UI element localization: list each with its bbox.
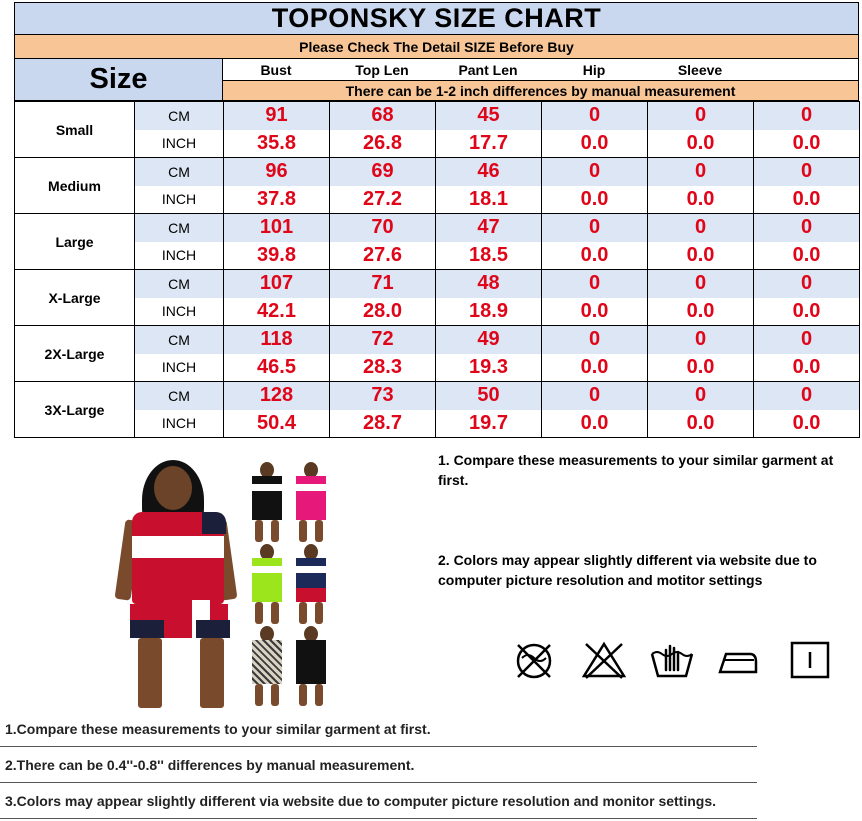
- measurement-cell: 35.8: [224, 130, 330, 158]
- measurement-cell: 0: [648, 382, 754, 410]
- measurement-cell: 0.0: [542, 298, 648, 326]
- note-compare: 1. Compare these measurements to your similar garment at first.: [438, 452, 834, 488]
- measurement-cell: 39.8: [224, 242, 330, 270]
- measurement-cell: 0: [754, 102, 860, 130]
- size-row-cm: [15, 270, 860, 298]
- unit-label: INCH: [135, 410, 224, 438]
- size-header: Size: [14, 59, 223, 101]
- size-row-inch: [15, 354, 860, 382]
- measurement-cell: 0: [754, 214, 860, 242]
- product-photos: [112, 460, 348, 710]
- measurement-cell: 26.8: [330, 130, 436, 158]
- size-name: 3X-Large: [15, 382, 135, 438]
- column-header-hip: Hip: [582, 62, 606, 78]
- measurement-cell: 107: [224, 270, 330, 298]
- measurement-cell: 71: [330, 270, 436, 298]
- chart-title: TOPONSKY SIZE CHART: [14, 2, 859, 35]
- size-table: [14, 101, 860, 438]
- divider: [0, 818, 757, 819]
- column-header-top-len: Top Len: [355, 62, 409, 78]
- measurement-cell: 0: [648, 270, 754, 298]
- measurement-cell: 0.0: [648, 130, 754, 158]
- measurement-cell: 0.0: [754, 298, 860, 326]
- size-row-cm: [15, 102, 860, 130]
- measurement-cell: 46: [436, 158, 542, 186]
- size-row-inch: [15, 410, 860, 438]
- measurement-cell: 17.7: [436, 130, 542, 158]
- variant-pink-image: [290, 462, 332, 542]
- unit-label: CM: [135, 102, 224, 130]
- size-row-inch: [15, 186, 860, 214]
- measurement-cell: 0: [648, 102, 754, 130]
- measurement-cell: 28.3: [330, 354, 436, 382]
- measurement-cell: 0: [754, 158, 860, 186]
- measurement-cell: 28.7: [330, 410, 436, 438]
- variant-black-white-image: [246, 462, 288, 542]
- check-notice: Please Check The Detail SIZE Before Buy: [14, 35, 859, 59]
- divider: [0, 782, 757, 783]
- measurement-cell: 0.0: [542, 242, 648, 270]
- measurement-cell: 18.5: [436, 242, 542, 270]
- measurement-cell: 49: [436, 326, 542, 354]
- measurement-cell: 19.3: [436, 354, 542, 382]
- size-row-cm: [15, 382, 860, 410]
- measurement-cell: 0.0: [542, 354, 648, 382]
- size-row-cm: [15, 326, 860, 354]
- measurement-cell: 42.1: [224, 298, 330, 326]
- measurement-cell: 27.6: [330, 242, 436, 270]
- do-not-wash-icon: [510, 640, 558, 680]
- measurement-cell: 70: [330, 214, 436, 242]
- size-row-inch: [15, 130, 860, 158]
- unit-label: INCH: [135, 354, 224, 382]
- measurement-cell: 19.7: [436, 410, 542, 438]
- size-name: 2X-Large: [15, 326, 135, 382]
- measurement-cell: 101: [224, 214, 330, 242]
- variant-navy-red-image: [290, 544, 332, 624]
- unit-label: INCH: [135, 186, 224, 214]
- variant-black-image: [290, 626, 332, 706]
- measurement-cell: 0.0: [648, 354, 754, 382]
- size-name: Small: [15, 102, 135, 158]
- unit-label: INCH: [135, 242, 224, 270]
- variant-green-image: [246, 544, 288, 624]
- unit-label: INCH: [135, 130, 224, 158]
- size-name: Large: [15, 214, 135, 270]
- measurement-cell: 0.0: [754, 130, 860, 158]
- measurement-cell: 73: [330, 382, 436, 410]
- measurement-cell: 0: [542, 326, 648, 354]
- measurement-cell: 0.0: [542, 130, 648, 158]
- measurement-cell: 27.2: [330, 186, 436, 214]
- iron-low-icon: [714, 640, 762, 680]
- variant-leopard-image: [246, 626, 288, 706]
- measurement-cell: 0.0: [648, 410, 754, 438]
- measurement-cell: 96: [224, 158, 330, 186]
- measurement-cell: 18.1: [436, 186, 542, 214]
- main-model-image: [112, 460, 242, 710]
- measurement-cell: 0: [648, 214, 754, 242]
- hand-wash-icon: [648, 640, 696, 680]
- measurement-cell: 0: [542, 382, 648, 410]
- measurement-cell: 0: [542, 270, 648, 298]
- measurement-cell: 69: [330, 158, 436, 186]
- size-row-inch: [15, 298, 860, 326]
- unit-label: CM: [135, 382, 224, 410]
- column-header-pant-len: Pant Len: [458, 62, 518, 78]
- unit-label: CM: [135, 158, 224, 186]
- measurement-cell: 0.0: [754, 410, 860, 438]
- measurement-cell: 0.0: [648, 242, 754, 270]
- bottom-note-colors: 3.Colors may appear slightly different via website due to computer picture resolution and monitor settings.: [5, 793, 717, 809]
- unit-label: CM: [135, 214, 224, 242]
- size-name: X-Large: [15, 270, 135, 326]
- tumble-dry-icon: [786, 640, 834, 680]
- measurement-cell: 0: [754, 326, 860, 354]
- column-header-sleeve: Sleeve: [677, 62, 723, 78]
- measurement-cell: 118: [224, 326, 330, 354]
- size-chart: [14, 2, 859, 449]
- measurement-cell: 0.0: [542, 186, 648, 214]
- unit-label: CM: [135, 326, 224, 354]
- measurement-cell: 46.5: [224, 354, 330, 382]
- measurement-cell: 0: [542, 214, 648, 242]
- bottom-note-compare: 1.Compare these measurements to your similar garment at first.: [5, 721, 431, 737]
- size-row-cm: [15, 158, 860, 186]
- measurement-cell: 48: [436, 270, 542, 298]
- measurement-cell: 0.0: [542, 410, 648, 438]
- size-row-inch: [15, 242, 860, 270]
- column-headers: [223, 59, 859, 80]
- bottom-note-difference: 2.There can be 0.4''-0.8'' differences by manual measurement.: [5, 757, 415, 773]
- measurement-cell: 91: [224, 102, 330, 130]
- measurement-cell: 72: [330, 326, 436, 354]
- measurement-cell: 0.0: [648, 186, 754, 214]
- size-name: Medium: [15, 158, 135, 214]
- measurement-cell: 50.4: [224, 410, 330, 438]
- do-not-bleach-icon: [580, 640, 628, 680]
- measurement-cell: 128: [224, 382, 330, 410]
- measurement-cell: 0: [754, 270, 860, 298]
- measurement-cell: 0.0: [648, 298, 754, 326]
- measurement-cell: 0: [542, 102, 648, 130]
- measurement-cell: 68: [330, 102, 436, 130]
- column-header-bust: Bust: [260, 62, 292, 78]
- note-colors: 2. Colors may appear slightly different via website due to computer picture resolution and motitor settings: [438, 552, 817, 588]
- size-row-cm: [15, 214, 860, 242]
- measurement-cell: 0.0: [754, 186, 860, 214]
- divider: [0, 746, 757, 747]
- measurement-cell: 0: [754, 382, 860, 410]
- difference-note: There can be 1-2 inch differences by manual measurement: [223, 80, 859, 101]
- measurement-cell: 0: [648, 326, 754, 354]
- measurement-cell: 0.0: [754, 242, 860, 270]
- measurement-cell: 0: [542, 158, 648, 186]
- measurement-cell: 18.9: [436, 298, 542, 326]
- measurement-cell: 37.8: [224, 186, 330, 214]
- measurement-cell: 28.0: [330, 298, 436, 326]
- unit-label: CM: [135, 270, 224, 298]
- measurement-cell: 0.0: [754, 354, 860, 382]
- unit-label: INCH: [135, 298, 224, 326]
- measurement-cell: 47: [436, 214, 542, 242]
- measurement-cell: 45: [436, 102, 542, 130]
- measurement-cell: 0: [648, 158, 754, 186]
- measurement-cell: 50: [436, 382, 542, 410]
